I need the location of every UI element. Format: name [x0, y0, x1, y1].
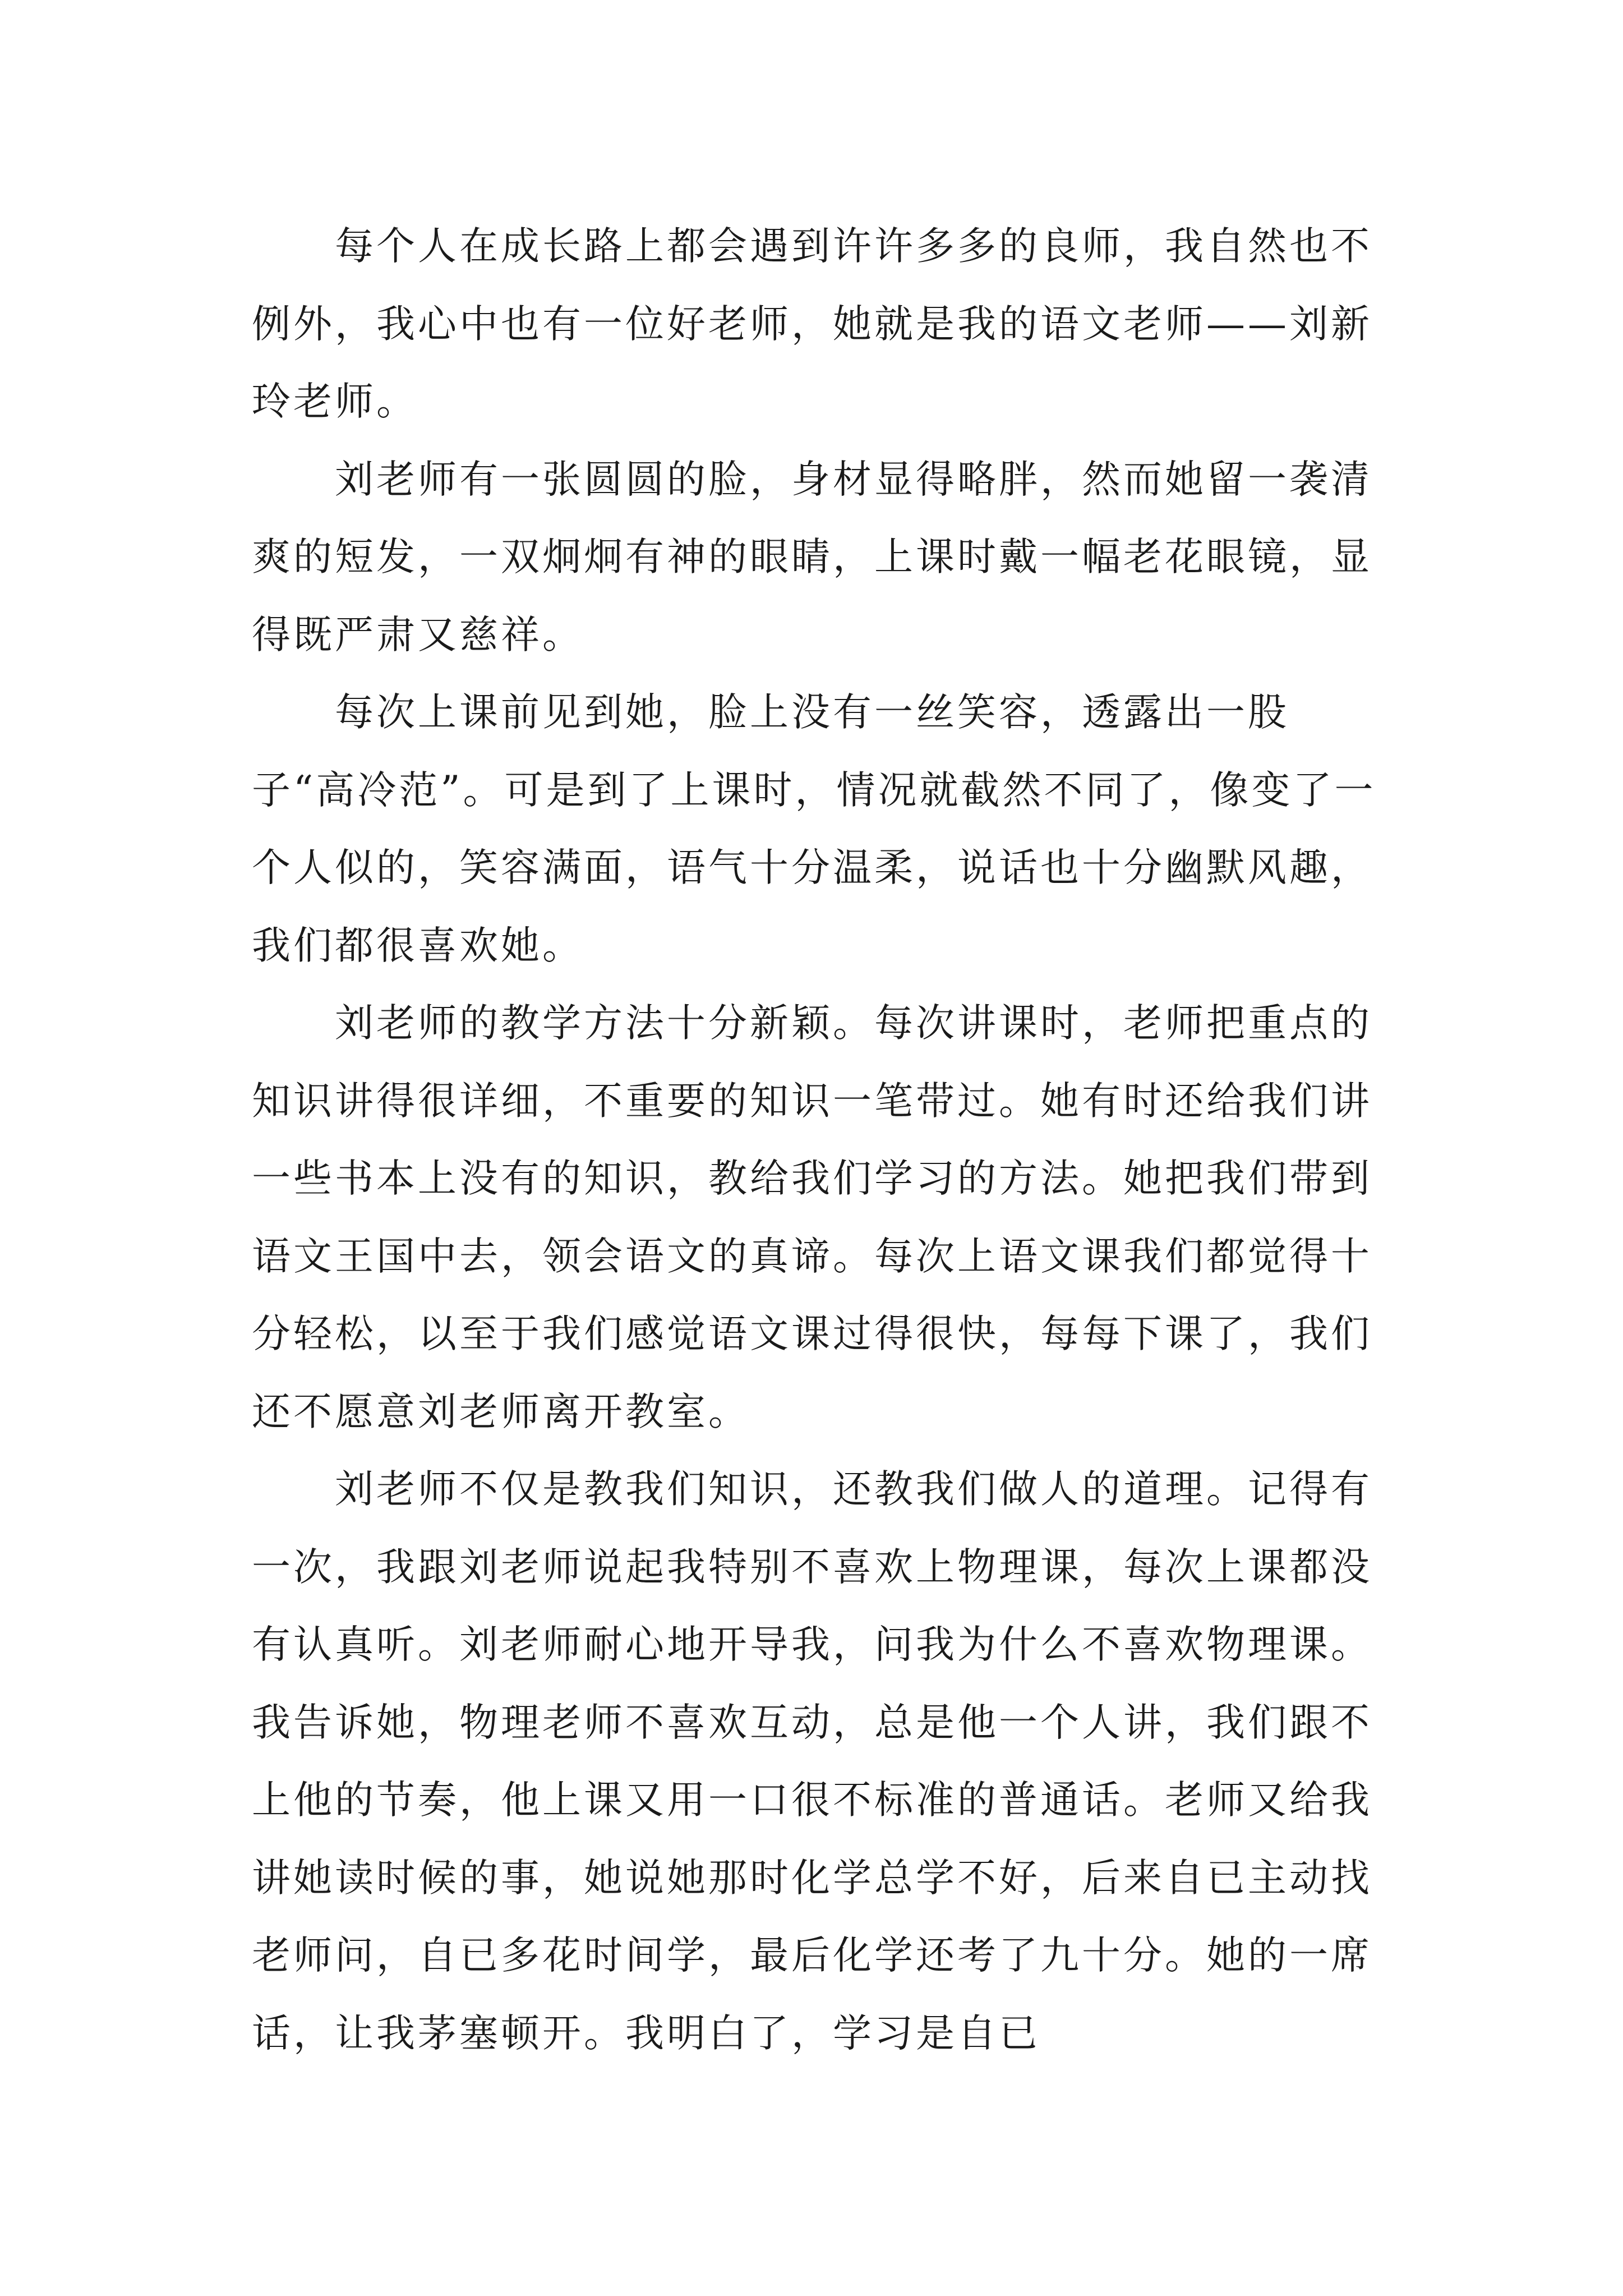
paragraph-1: 每个人在成长路上都会遇到许许多多的良师，我自然也不例外，我心中也有一位好老师，她就是我的语文老师——刘新玲老师。: [252, 224, 1372, 424]
paragraph-3: 每次上课前见到她，脸上没有一丝笑容，透露出一股子“高冷范”。可是到了上课时，情况就截然不同了，像变了一个人似的，笑容满面，语气十分温柔，说话也十分幽默风趣，我们都很喜欢她。: [252, 690, 1376, 968]
paragraph-4: 刘老师的教学方法十分新颖。每次讲课时，老师把重点的知识讲得很详细，不重要的知识一笔带过。她有时还给我们讲一些书本上没有的知识，教给我们学习的方法。她把我们带到语文王国中去，领会语文的真谛。每次上语文课我们都觉得十分轻松，以至于我们感觉语文课过得很快，每每下课了，我们还不愿意刘老师离开教室。: [252, 1001, 1372, 1434]
paragraph-2: 刘老师有一张圆圆的脸，身材显得略胖，然而她留一袭清爽的短发，一双炯炯有神的眼睛，上课时戴一幅老花眼镜，显得既严肃又慈祥。: [252, 457, 1372, 657]
essay-body: [252, 208, 1379, 2072]
paragraph-5: 刘老师不仅是教我们知识，还教我们做人的道理。记得有一次，我跟刘老师说起我特别不喜欢上物理课，每次上课都没有认真听。刘老师耐心地开导我，问我为什么不喜欢物理课。我告诉她，物理老师不喜欢互动，总是他一个人讲，我们跟不上他的节奏，他上课又用一口很不标准的普通话。老师又给我讲她读时候的事，她说她那时化学总学不好，后来自已主动找老师问，自已多花时间学，最后化学还考了九十分。她的一席话，让我茅塞顿开。我明白了，学习是自已: [252, 1467, 1372, 2056]
